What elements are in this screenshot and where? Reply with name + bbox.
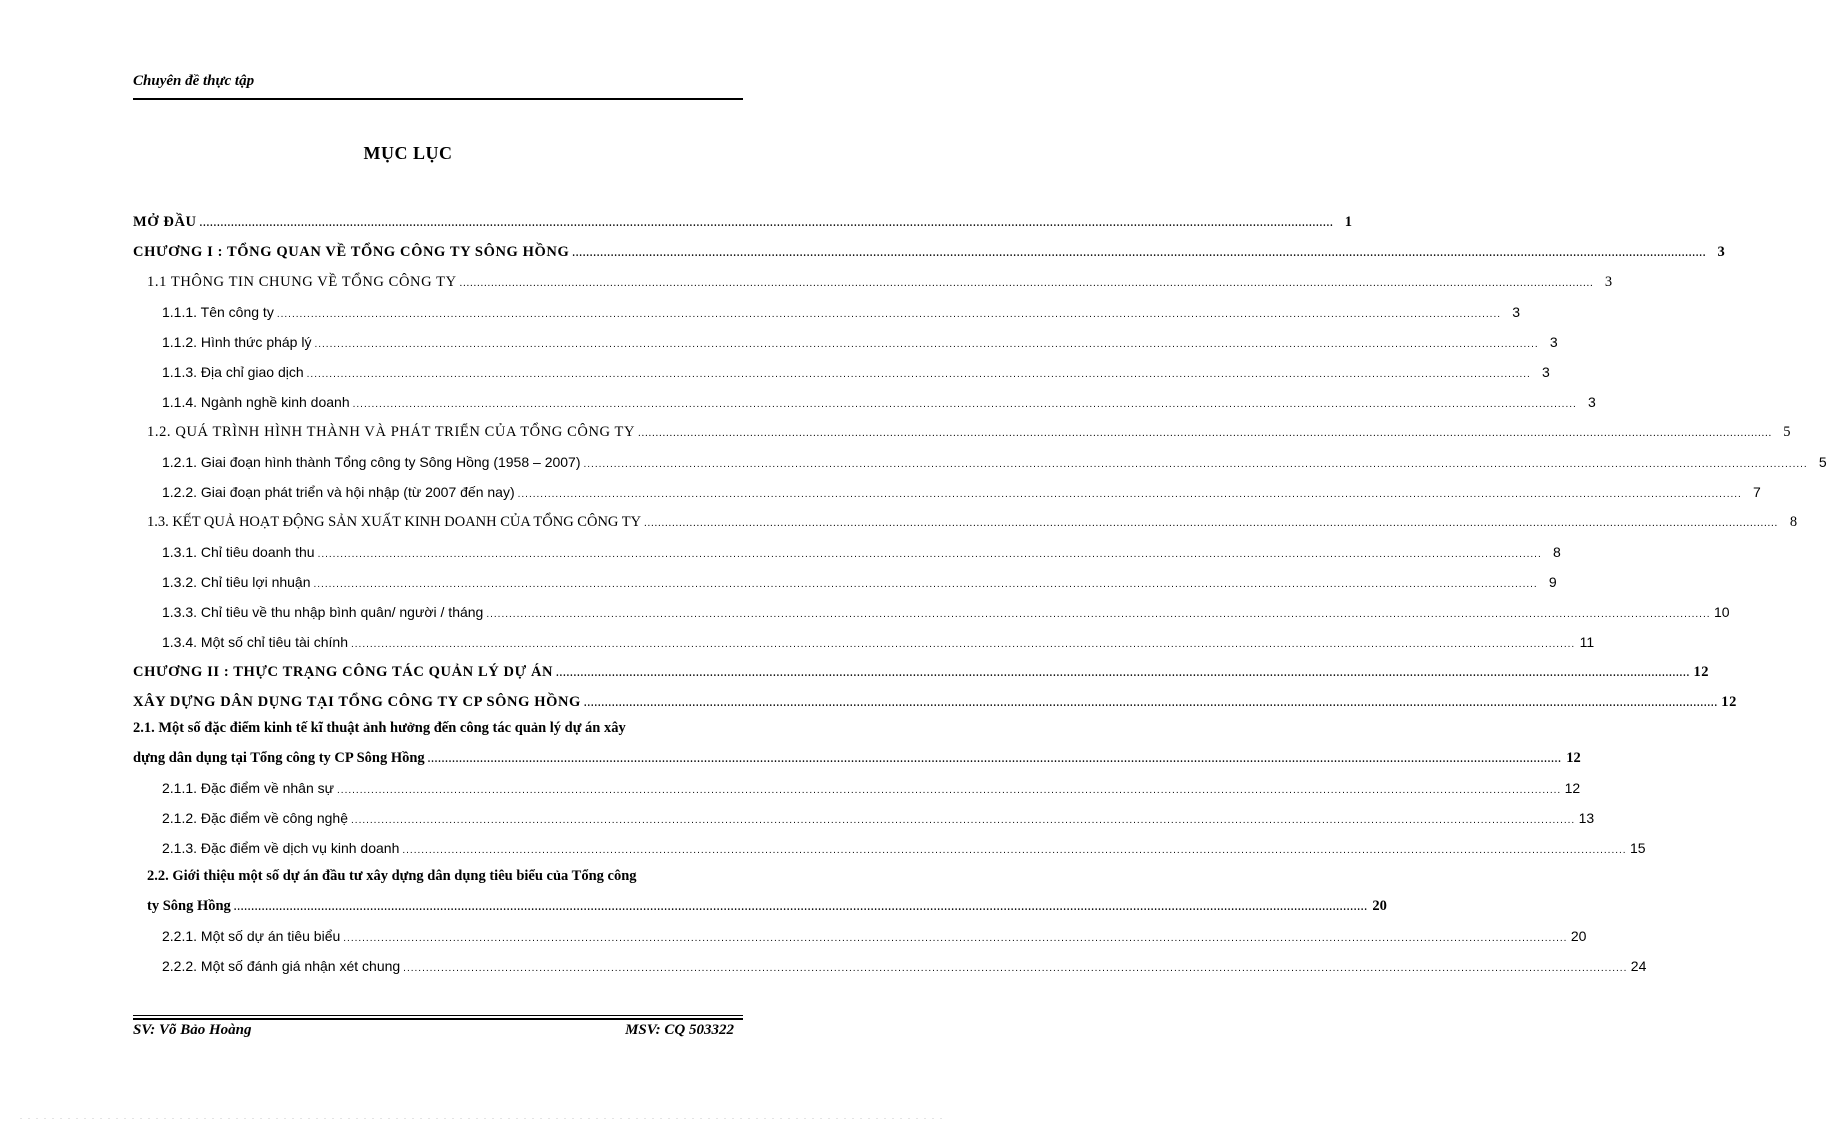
dot-leader (200, 213, 1334, 235)
toc-entry-page: 5 (1783, 424, 1792, 440)
toc-entry-page: 15 (1629, 840, 1646, 856)
dot-leader (351, 810, 1575, 832)
toc-entry-title: 1.2.1. Giai đoạn hình thành Tổng công ty Sông Hồng (1958 – 2007) (162, 454, 581, 470)
toc-entry-page: 3 (1542, 364, 1550, 380)
toc-entry-title: 1.1.1. Tên công ty (162, 304, 274, 320)
toc-entry[interactable] (162, 571, 1557, 593)
toc-entry-title-line1[interactable]: 2.1. Một số đặc điểm kinh tế kĩ thuật ảnh hưởng đến công tác quản lý dự án xây (133, 720, 626, 736)
toc-entry-page: 8 (1789, 514, 1798, 530)
toc-entry[interactable] (162, 541, 1561, 563)
toc-entry-page: 10 (1713, 604, 1730, 620)
toc-entry-title-line2: ty Sông Hồng (147, 898, 231, 914)
toc-entry-title: CHƯƠNG II : THỰC TRẠNG CÔNG TÁC QUẢN LÝ DỰ ÁN (133, 664, 554, 680)
dot-leader (307, 364, 1531, 386)
toc-entry-page: 8 (1552, 544, 1561, 560)
toc-entry[interactable] (162, 807, 1595, 829)
toc-entry-title: CHƯƠNG I : TỔNG QUAN VỀ TỔNG CÔNG TY SÔNG HỒNG (133, 244, 570, 260)
toc-entry[interactable] (133, 747, 1581, 769)
dot-leader (584, 454, 1808, 476)
dot-leader (486, 604, 1710, 626)
toc-entry[interactable] (162, 301, 1521, 323)
toc-entry-title: 2.1.2. Đặc điểm về công nghệ (162, 810, 349, 826)
toc-entry-title: XÂY DỰNG DÂN DỤNG TẠI TỔNG CÔNG TY CP SÔNG HỒNG (133, 694, 581, 710)
toc-entry[interactable] (133, 211, 1353, 233)
toc-entry-title: 1.3.4. Một số chỉ tiêu tài chính (162, 634, 348, 650)
dot-leader (518, 484, 1742, 506)
toc-entry-page: 3 (1512, 304, 1521, 320)
toc-entry-page: 12 (1721, 694, 1737, 710)
toc-entry-title: 1.1.4. Ngành nghề kinh doanh (162, 394, 350, 410)
toc-entry-page: 5 (1818, 454, 1827, 470)
toc-entry[interactable] (162, 631, 1595, 653)
toc-entry[interactable] (147, 271, 1613, 293)
toc-entry-page: 11 (1579, 634, 1595, 650)
page-bottom-dots: . . . . . . . . . . . . . . . . . . . . . . . . . . . . . . . . . . . . . . . . . . . . . . . . . . . . . . . . . . . . . . . . . . . . . . . . . . . . . . . . . . . . . . . . . . . . . . . . . . . . . . . . . . . . . . . . . . . . (20, 1112, 944, 1121)
dot-leader (428, 749, 1562, 771)
toc-entry-title: 1.3. KẾT QUẢ HOẠT ĐỘNG SẢN XUẤT KINH DOANH CỦA TỔNG CÔNG TY (147, 514, 642, 530)
toc-title: MỤC LỤC (363, 143, 453, 163)
toc-entry[interactable] (133, 241, 1726, 263)
toc-entry[interactable] (133, 691, 1737, 713)
toc-entry[interactable] (162, 331, 1558, 353)
dot-leader (403, 958, 1627, 980)
dot-leader (572, 243, 1706, 265)
dot-leader (638, 423, 1772, 445)
toc-entry-page: 3 (1588, 394, 1596, 410)
toc-entry[interactable] (162, 955, 1647, 977)
dot-leader (314, 574, 1538, 596)
dot-leader (234, 897, 1368, 919)
toc-entry-title: 2.1.3. Đặc điểm về dịch vụ kinh doanh (162, 840, 400, 856)
toc-entry-title: 1.3.1. Chỉ tiêu doanh thu (162, 544, 315, 560)
toc-entry-page: 1 (1344, 214, 1353, 230)
toc-entry-title: 1.3.2. Chỉ tiêu lợi nhuận (162, 574, 311, 590)
toc-entry[interactable] (147, 421, 1792, 443)
toc-entry[interactable] (162, 451, 1827, 473)
footer-student-name: SV: Võ Bảo Hoàng (133, 1022, 252, 1038)
dot-leader (644, 513, 1778, 535)
dot-leader (584, 693, 1718, 715)
toc-entry-title-line2: dựng dân dụng tại Tổng công ty CP Sông Hồng (133, 750, 425, 766)
toc-entry-page: 3 (1549, 334, 1558, 350)
dot-leader (353, 394, 1577, 416)
toc-entry[interactable] (162, 925, 1587, 947)
dot-leader (402, 840, 1626, 862)
toc-entry[interactable] (133, 661, 1710, 683)
dot-leader (314, 334, 1538, 356)
toc-entry-page: 3 (1604, 274, 1613, 290)
toc-entry-page: 12 (1566, 750, 1581, 766)
toc-entry-title: 1.3.3. Chỉ tiêu về thu nhập bình quân/ người / tháng (162, 604, 484, 620)
toc-entry[interactable] (162, 777, 1581, 799)
header-title: Chuyên đề thực tập (133, 73, 255, 89)
dot-leader (337, 780, 1561, 802)
toc-entry-page: 7 (1753, 484, 1761, 500)
toc-entry-title: 1.2.2. Giai đoạn phát triển và hội nhập (từ 2007 đến nay) (162, 484, 515, 500)
header-divider (133, 98, 743, 100)
toc-entry-page: 12 (1693, 664, 1710, 680)
footer-divider-thick (133, 1018, 743, 1020)
toc-entry-page: 9 (1548, 574, 1557, 590)
dot-leader (351, 634, 1575, 656)
toc-entry-title-line1[interactable]: 2.2. Giới thiệu một số dự án đầu tư xây dựng dân dụng tiêu biểu của Tổng công (147, 868, 637, 884)
toc-entry-page: 24 (1630, 958, 1647, 974)
dot-leader (277, 304, 1501, 326)
dot-leader (556, 663, 1690, 685)
toc-entry[interactable] (147, 895, 1387, 917)
toc-entry[interactable] (162, 837, 1646, 859)
dot-leader (318, 544, 1542, 566)
toc-entry[interactable] (147, 511, 1798, 533)
toc-entry-page: 20 (1372, 898, 1387, 914)
toc-entry-title: 1.1.2. Hình thức pháp lý (162, 334, 312, 350)
toc-entry-title: 2.2.1. Một số dự án tiêu biểu (162, 928, 341, 944)
footer-student-id: MSV: CQ 503322 (625, 1022, 734, 1038)
dot-leader (343, 928, 1567, 950)
toc-entry[interactable] (162, 481, 1761, 503)
toc-entry-page: 13 (1578, 810, 1595, 826)
dot-leader (460, 273, 1594, 295)
toc-entry-title: 1.2. QUÁ TRÌNH HÌNH THÀNH VÀ PHÁT TRIỂN CỦA TỔNG CÔNG TY (147, 424, 636, 440)
toc-entry-title: 1.1 THÔNG TIN CHUNG VỀ TỔNG CÔNG TY (147, 274, 457, 290)
toc-entry-page: 20 (1570, 928, 1587, 944)
toc-entry[interactable] (162, 391, 1596, 413)
toc-entry-title: 2.1.1. Đặc điểm về nhân sự (162, 780, 335, 796)
toc-entry-title: 1.1.3. Địa chỉ giao dịch (162, 364, 304, 380)
toc-entry-title: 2.2.2. Một số đánh giá nhận xét chung (162, 958, 401, 974)
toc-entry-page: 3 (1717, 244, 1726, 260)
footer-divider (133, 1015, 743, 1016)
toc-entry-title: MỞ ĐẦU (133, 214, 197, 230)
toc-entry[interactable] (162, 601, 1730, 623)
toc-entry-page: 12 (1564, 780, 1581, 796)
toc-entry[interactable] (162, 361, 1550, 383)
